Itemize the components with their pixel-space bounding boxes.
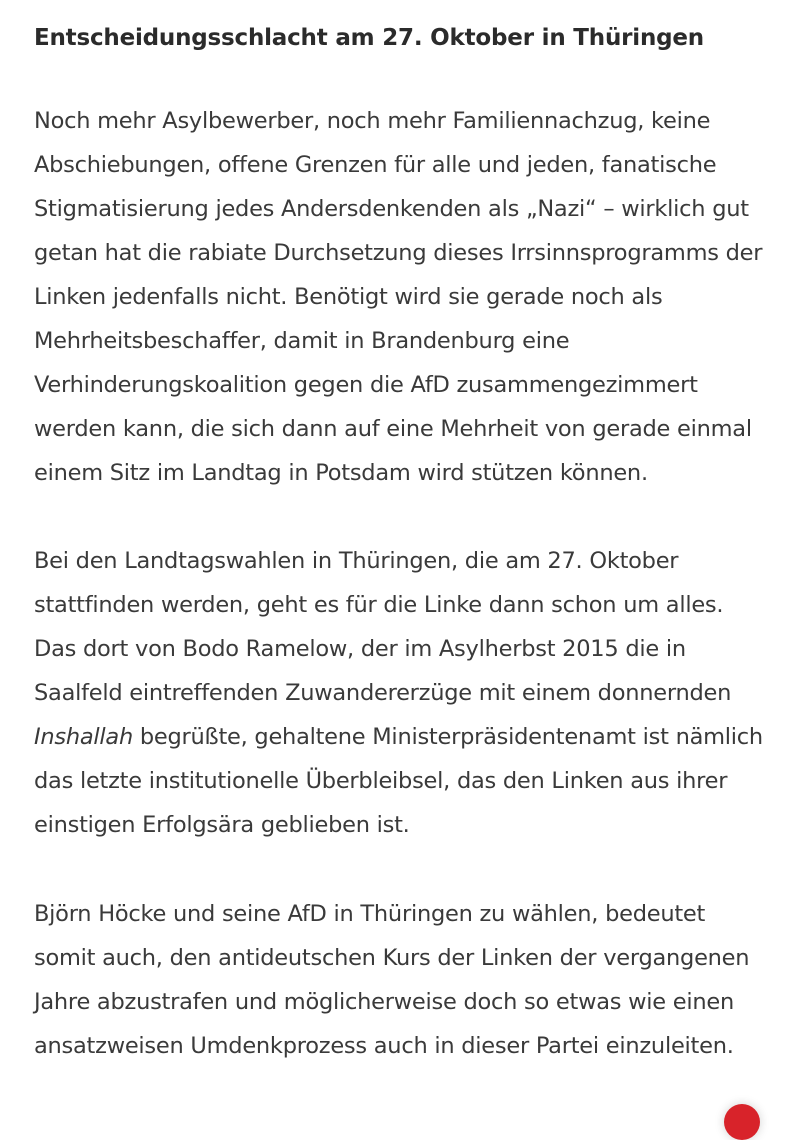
article-body [34,0,770,1068]
floating-action-button[interactable] [724,1104,760,1140]
paragraph-2 [34,539,770,847]
paragraph-3: Björn Höcke und seine AfD in Thüringen zu wählen, bedeutet somit auch, den antideutschen Kurs der Linken der vergangenen Jahre abzustrafen und möglicherweise doch so etwas wie einen ansatzweisen Umdenkprozess auch in dieser Partei einzuleiten. [34,901,750,1059]
paragraph-2-text-start: Bei den Landtagswahlen in Thüringen, die am 27. Oktober stattfinden werden, geht es für die Linke dann schon um alles. Das dort von Bodo Ramelow, der im Asylherbst 2015 die in Saalfeld eintreffenden Zuwandererzüge mit einem donnernden [34,548,732,706]
paragraph-2-text-end: begrüßte, gehaltene Ministerpräsidentenamt ist nämlich das letzte institutionelle Überbleibsel, das den Linken aus ihrer einstigen Erfolgsära geblieben ist. [34,724,763,838]
section-heading: Entscheidungsschlacht am 27. Oktober in Thüringen [34,25,704,51]
paragraph-1: Noch mehr Asylbewerber, noch mehr Familiennachzug, keine Abschiebungen, offene Grenzen für alle und jeden, fanatische Stigmatisierung jedes Andersdenkenden als „Nazi“ – wirklich gut getan hat die rabiate Durchsetzung dieses Irrsinnsprogramms der Linken jedenfalls nicht. Benötigt wird sie gerade noch als Mehrheitsbeschaffer, damit in Brandenburg eine Verhinderungskoalition gegen die AfD zusammengezimmert werden kann, die sich dann auf eine Mehrheit von gerade einmal einem Sitz im Landtag in Potsdam wird stützen können. [34,108,763,486]
paragraph-2-emphasis: Inshallah [34,724,133,750]
